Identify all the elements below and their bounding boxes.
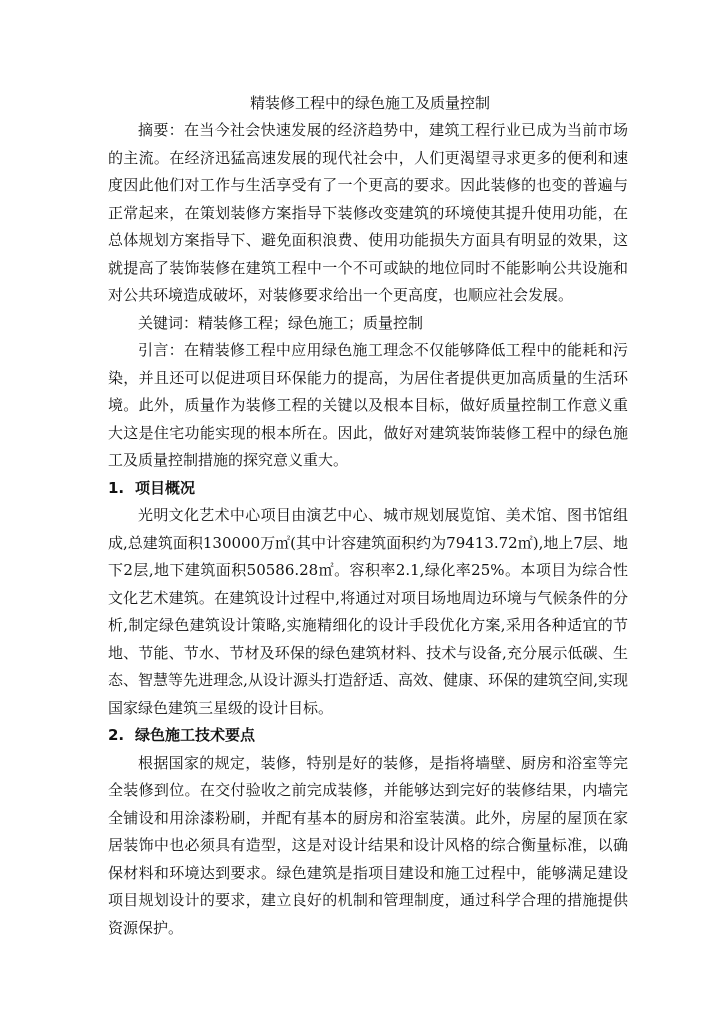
section-body-2: 根据国家的规定，装修，特别是好的装修，是指将墙壁、厨房和浴室等完全装修到位。在交付验收之前完成装修，并能够达到完好的装修结果，内墙完全铺设和用涂漆粉刷，并配有基本的厨房和浴室装潢。此外，房屋的屋顶在家居装饰中也必须具有造型，这是对设计结果和设计风格的综合衡量标准，以确保材料和环境达到要求。绿色建筑是指项目建设和施工过程中，能够满足建设项目规划设计的要求，建立良好的机制和管理制度，通过科学合理的措施提供资源保护。 bbox=[108, 753, 628, 937]
section-body-1: 光明文化艺术中心项目由演艺中心、城市规划展览馆、美术馆、图书馆组成,总建筑面积130000万㎡(其中计容建筑面积约为79413.72㎡),地上7层、地下2层,地下建筑面积50586.28㎡。容积率2.1,绿化率25%。本项目为综合性文化艺术建筑。在建筑设计过程中,将通过对项目场地周边环境与气候条件的分析,制定绿色建筑设计策略,实施精细化的设计手段优化方案,采用各种适宜的节地、节能、节水、节材及环保的绿色建筑材料、技术与设备,充分展示低碳、生态、智慧等先进理念,从设计源头打造舒适、高效、健康、环保的建筑空间,实现国家绿色建筑三星级的设计目标。 bbox=[108, 506, 628, 717]
section-heading-2 bbox=[108, 722, 628, 750]
document-title: 精装修工程中的绿色施工及质量控制 bbox=[249, 94, 490, 112]
section-title: 绿色施工技术要点 bbox=[135, 726, 256, 744]
abstract-paragraph: 摘要：在当今社会快速发展的经济趋势中，建筑工程行业已成为当前市场的主流。在经济迅猛高速发展的现代社会中，人们更渴望寻求更多的便利和速度因此他们对工作与生活享受有了一个更高的要求。因此装修的也变的普遍与正常起来，在策划装修方案指导下装修改变建筑的环境使其提升使用功能，在总体规划方案指导下、避免面积浪费、使用功能损失方面具有明显的效果，这就提高了装饰装修在建筑工程中一个不可或缺的地位同时不能影响公共设施和对公共环境造成破坏，对装修要求给出一个更高度，也顺应社会发展。 bbox=[108, 121, 628, 304]
section-title: 项目概况 bbox=[135, 478, 196, 497]
introduction-paragraph: 引言：在精装修工程中应用绿色施工理念不仅能够降低工程中的能耗和污染，并且还可以促进项目环保能力的提高，为居住者提供更加高质量的生活环境。此外，质量作为装修工程的关键以及根本目标，做好质量控制工作意义重大这是住宅功能实现的根本所在。因此，做好对建筑装饰装修工程中的绿色施工及质量控制措施的探究意义重大。 bbox=[108, 341, 628, 469]
section-number: 2. bbox=[108, 726, 125, 744]
section-number: 1. bbox=[108, 478, 125, 497]
keywords-line: 关键词：精装修工程；绿色施工；质量控制 bbox=[138, 313, 424, 332]
document-page bbox=[108, 90, 628, 942]
section-heading-1 bbox=[108, 475, 628, 503]
